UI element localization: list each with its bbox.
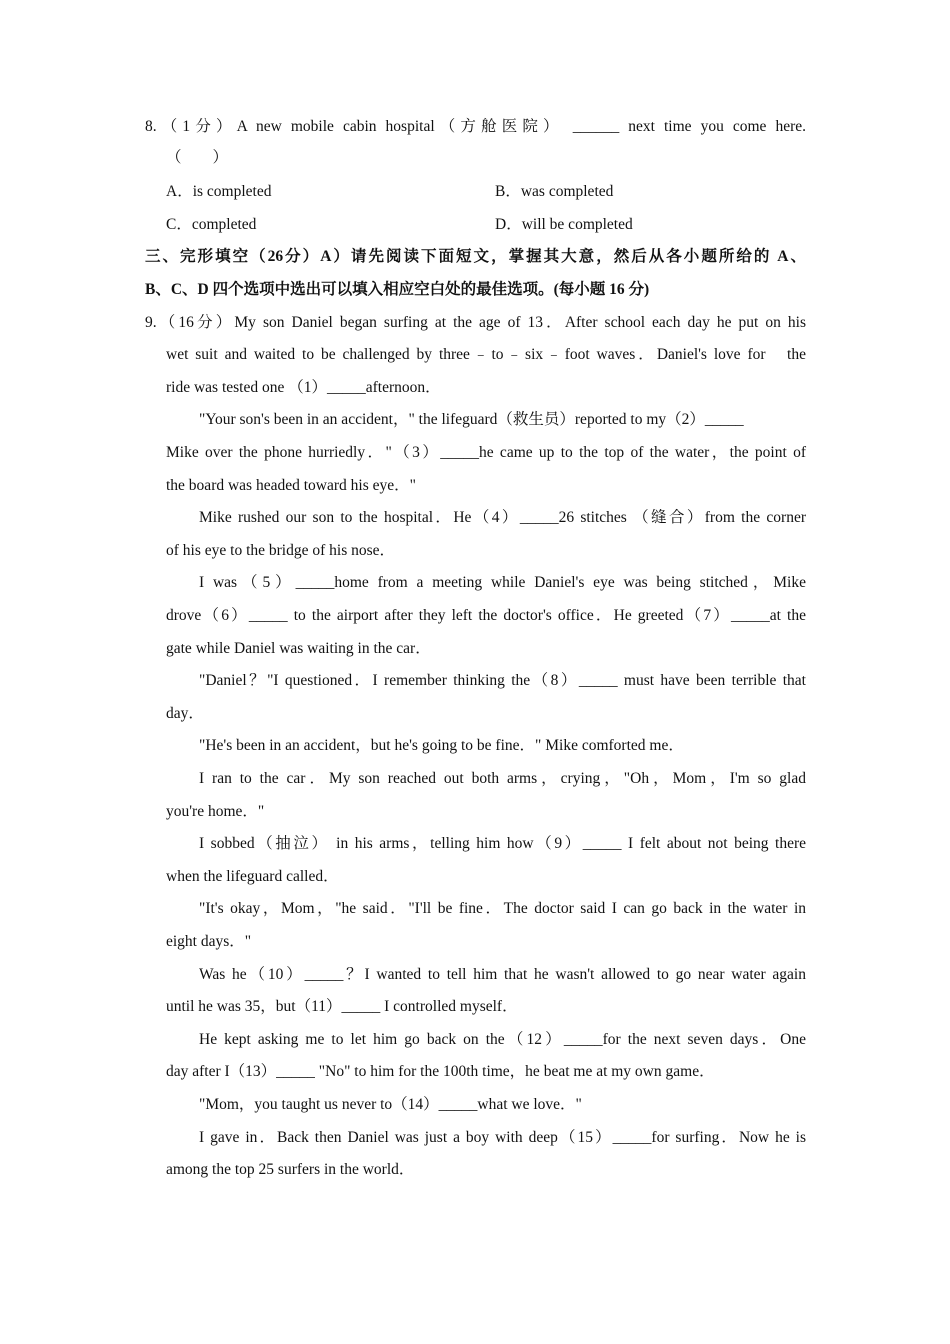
q9-line: wet suit and waited to be challenged by three﹣to﹣six﹣foot waves．Daniel's love for the: [166, 346, 806, 363]
q9-line: when the lifeguard called．: [166, 868, 339, 885]
section-heading-line1: 三、完形填空（26分）A）请先阅读下面短文，掌握其大意，然后从各小题所给的 A、: [145, 248, 806, 265]
q9-line: Was he（10）_____？I wanted to tell him that he wasn't allowed to go near water again: [199, 966, 806, 983]
q9-line: "It's okay，Mom，"he said．"I'll be fine．The doctor said I can go back in the water in: [199, 900, 806, 917]
q9-line: day．: [166, 705, 204, 722]
q9-line: eight days．": [166, 933, 252, 950]
q9-line: of his eye to the bridge of his nose．: [166, 542, 396, 559]
section-heading-line2: B、C、D 四个选项中选出可以填入相应空白处的最佳选项。(每小题 16 分): [145, 281, 650, 298]
q9-line: drove（6）_____ to the airport after they left the doctor's office．He greeted（7）_____at the: [166, 607, 806, 624]
q9-line: "Daniel？"I questioned．I remember thinking the（8）_____ must have been terrible that: [199, 672, 806, 689]
q9-line: 9.（16分）My son Daniel began surfing at the age of 13．After school each day he put on his: [145, 314, 806, 331]
q9-line: "Mom，you taught us never to（14）_____what we love．": [199, 1096, 582, 1113]
q9-line: day after I（13）_____ "No" to him for the 100th time，he beat me at my own game．: [166, 1063, 715, 1080]
q9-line: the board was headed toward his eye．": [166, 477, 416, 494]
q9-line: ride was tested one （1）_____afternoon．: [166, 379, 441, 396]
q9-line: until he was 35，but（11）_____ I controlled myself．: [166, 998, 518, 1015]
q9-line: I sobbed（抽泣） in his arms，telling him how（9）_____ I felt about not being there: [199, 835, 806, 852]
q8-option-c[interactable]: C．completed: [166, 216, 257, 233]
q8-option-d[interactable]: D．will be completed: [495, 216, 633, 233]
q9-line: you're home．": [166, 803, 265, 820]
q9-line: "He's been in an accident，but he's going to be fine．" Mike comforted me．: [199, 737, 684, 754]
q9-line: "Your son's been in an accident，" the lifeguard（救生员）reported to my（2）_____: [199, 411, 744, 428]
q8-stem: 8.（1分）A new mobile cabin hospital（方舱医院） ______ next time you come here.: [145, 118, 806, 135]
q8-option-a[interactable]: A．is completed: [166, 183, 272, 200]
q8-option-b[interactable]: B．was completed: [495, 183, 614, 200]
q9-line: Mike rushed our son to the hospital．He（4）_____26 stitches （缝合）from the corner: [199, 509, 806, 526]
q9-line: I gave in．Back then Daniel was just a boy with deep（15）_____for surfing．Now he is: [199, 1129, 806, 1146]
q9-line: Mike over the phone hurriedly．"（3）_____he came up to the top of the water，the point of: [166, 444, 806, 461]
q9-line: gate while Daniel was waiting in the car．: [166, 640, 431, 657]
q8-answer-bracket: （ ）: [166, 149, 229, 166]
q9-line: He kept asking me to let him go back on the（12）_____for the next seven days．One: [199, 1031, 806, 1048]
q9-line: I was（5）_____home from a meeting while Daniel's eye was being stitched，Mike: [199, 574, 806, 591]
q9-line: among the top 25 surfers in the world．: [166, 1161, 415, 1178]
q9-line: I ran to the car．My son reached out both arms，crying，"Oh，Mom，I'm so glad: [199, 770, 806, 787]
